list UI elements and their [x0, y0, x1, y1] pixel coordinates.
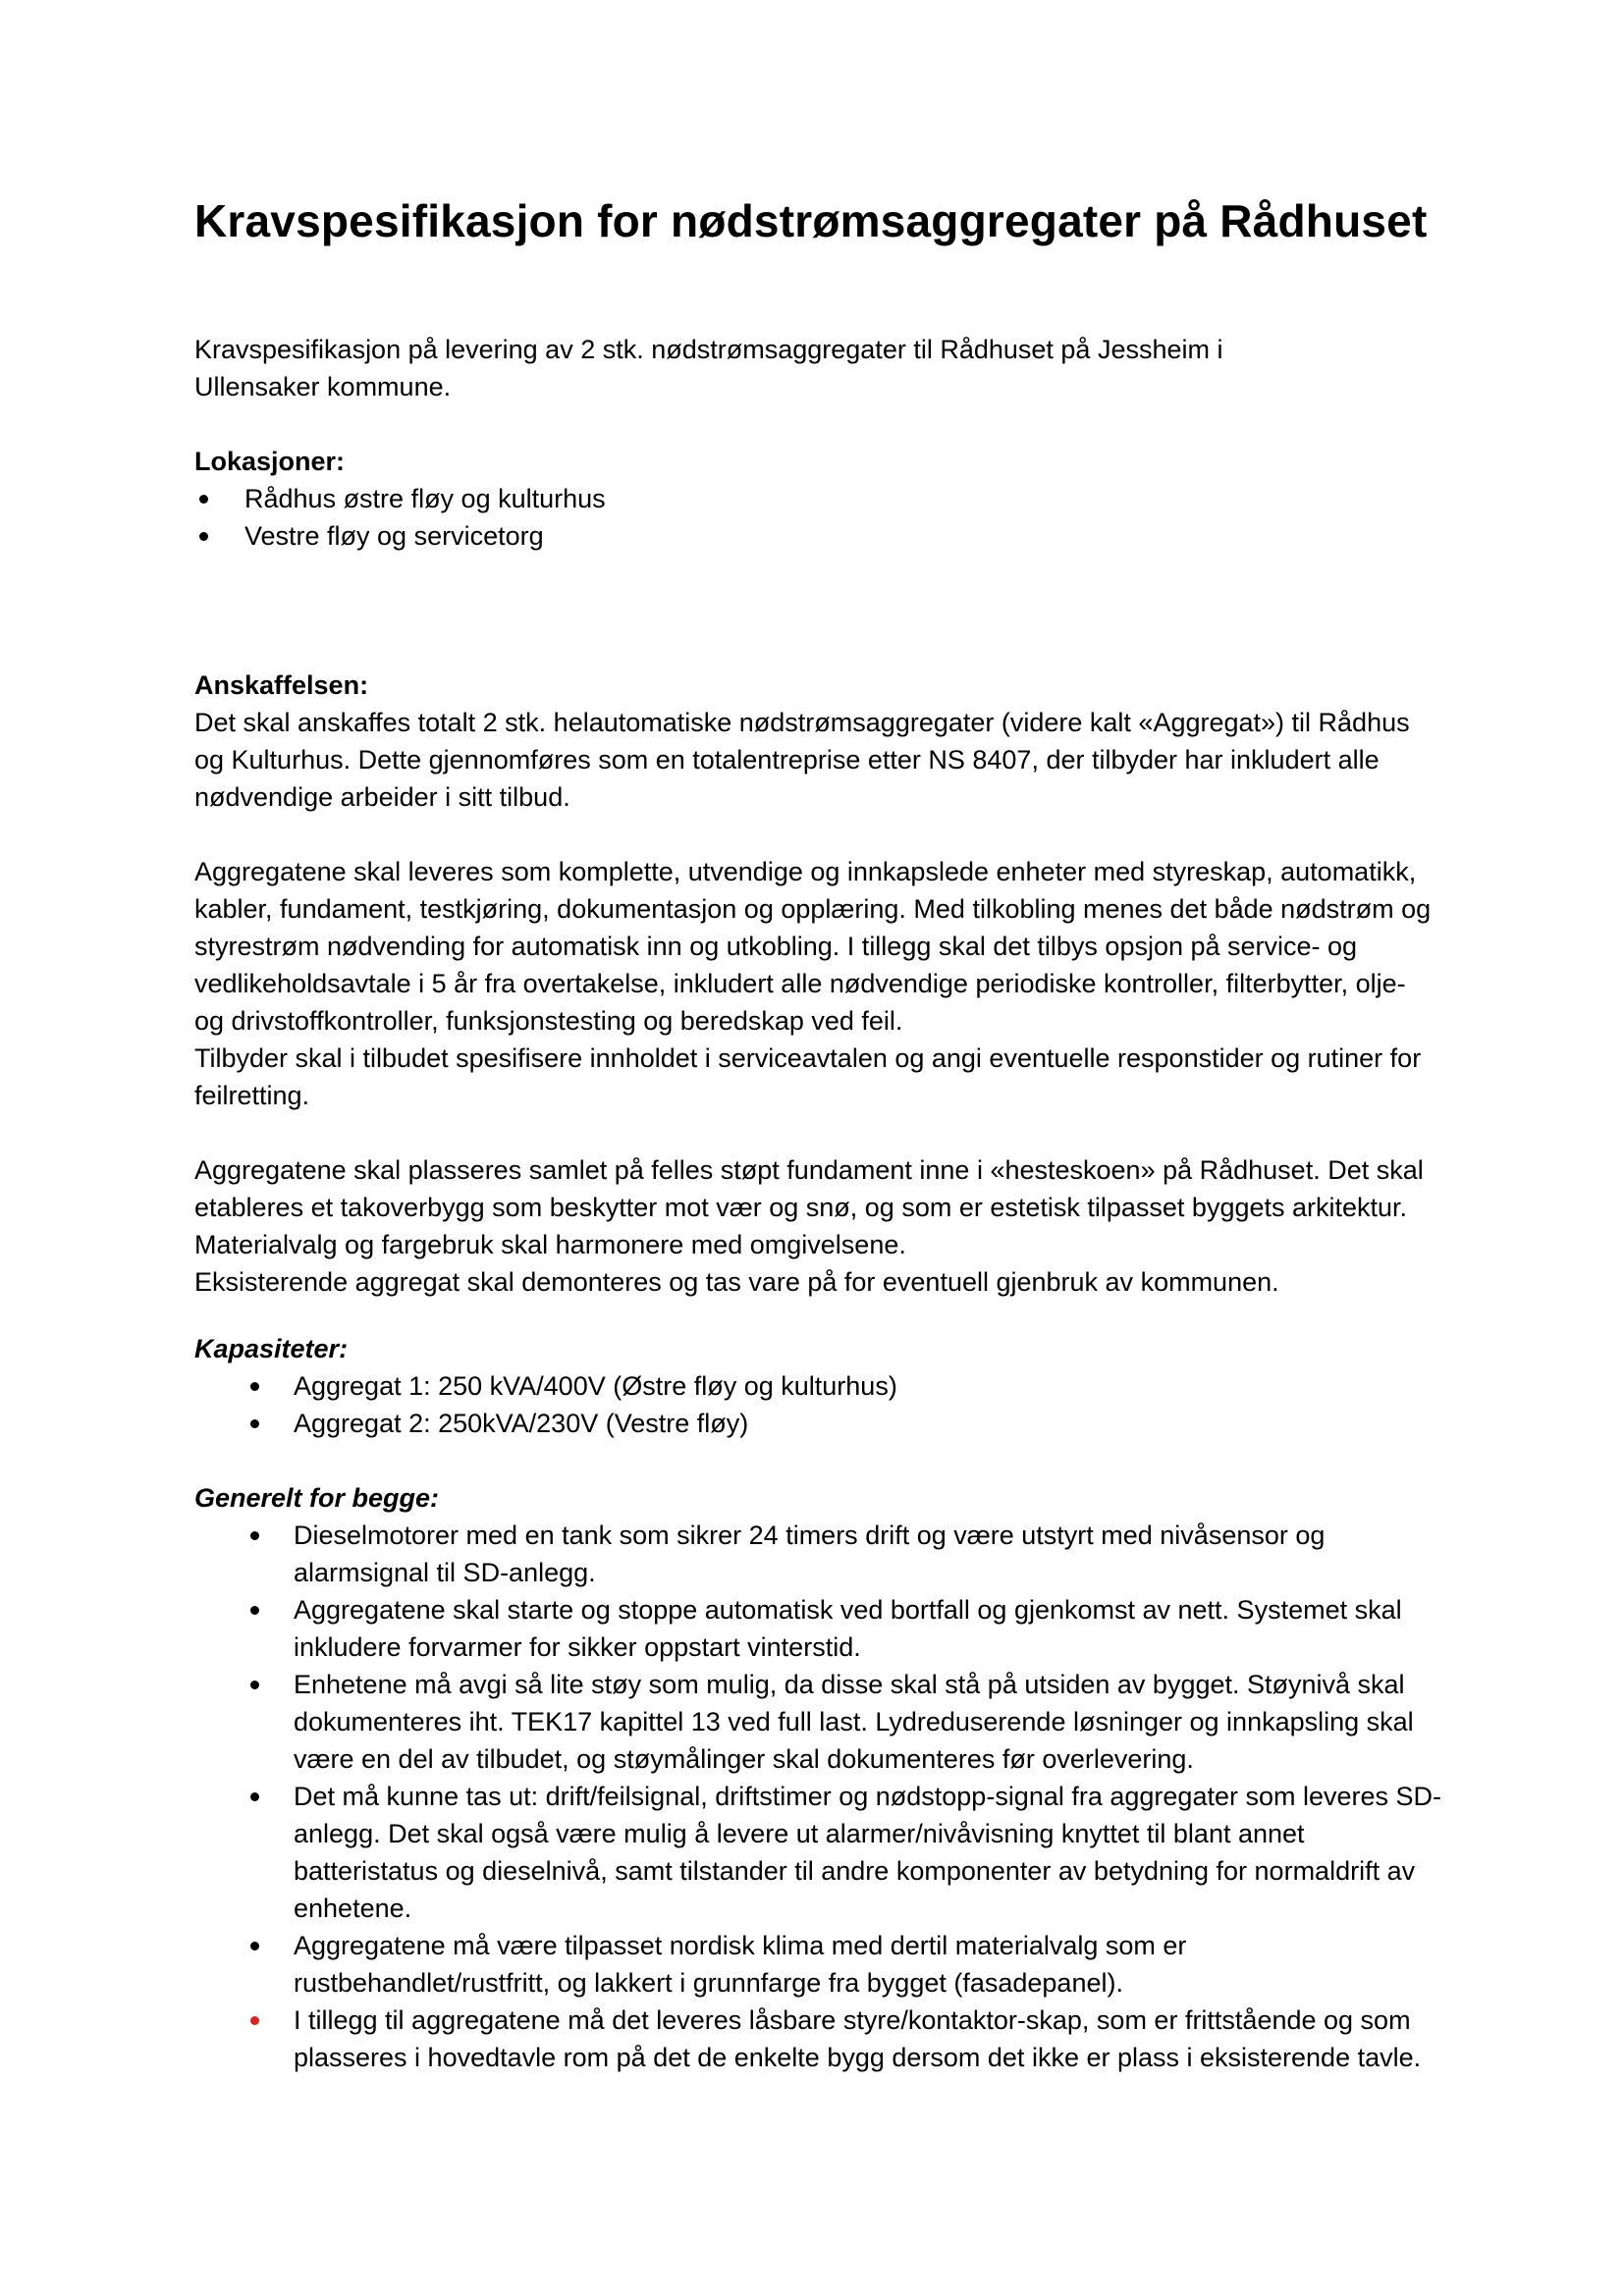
list-item: Aggregat 2: 250kVA/230V (Vestre fløy) [194, 1405, 1441, 1442]
list-item: Vestre fløy og servicetorg [194, 517, 1441, 555]
capacities-section [194, 1330, 1441, 1442]
list-item: Aggregat 1: 250 kVA/400V (Østre fløy og kulturhus) [194, 1367, 1441, 1405]
bullet-icon [250, 1531, 259, 1540]
bullet-icon [199, 532, 208, 541]
bullet-icon [250, 1419, 259, 1428]
bullet-icon [250, 1942, 259, 1950]
list-item: Enhetene må avgi så lite støy som mulig, da disse skal stå på utsiden av bygget. Støynivå skal dokumenteres iht. TEK17 kapittel 13 ved full last. Lydreduserende løsninger og innkapsling skal være en del av tilbudet, og støymålinger skal dokumenteres før overlevering. [194, 1666, 1441, 1778]
general-list [194, 1517, 1441, 2076]
red-bullet-icon [250, 2016, 259, 2025]
bullet-icon [250, 1792, 259, 1801]
document-title: Kravspesifikasjon for nødstrømsaggregater på Rådhuset [194, 195, 1428, 246]
list-item: Aggregatene skal starte og stoppe automatisk ved bortfall og gjenkomst av nett. Systemet skal inkludere forvarmer for sikker oppstart vinterstid. [194, 1591, 1441, 1666]
procurement-paragraph-4: Aggregatene skal plasseres samlet på felles støpt fundament inne i «hesteskoen» på Rådhuset. Det skal etableres et takoverbygg som beskytter mot vær og snø, og som er estetisk tilpasset byggets arkitektur. Materialvalg og fargebruk skal harmonere med omgivelsene. [194, 1155, 1424, 1259]
general-section [194, 1479, 1441, 2076]
locations-list [194, 480, 1441, 555]
procurement-section [194, 667, 1441, 1301]
locations-section [194, 443, 1441, 555]
capacities-list [194, 1367, 1441, 1442]
list-item: Det må kunne tas ut: drift/feilsignal, driftstimer og nødstopp-signal fra aggregater som leveres SD-anlegg. Det skal også være mulig å levere ut alarmer/nivåvisning knyttet til blant annet batteristatus og dieselnivå, samt tilstander til andre komponenter av betydning for normaldrift av enhetene. [194, 1778, 1441, 1927]
list-item: Rådhus østre fløy og kulturhus [194, 480, 1441, 517]
bullet-icon [250, 1606, 259, 1615]
procurement-paragraph-5: Eksisterende aggregat skal demonteres og tas vare på for eventuell gjenbruk av kommunen. [194, 1267, 1279, 1297]
list-item: I tillegg til aggregatene må det leveres låsbare styre/kontaktor-skap, som er frittstående og som plasseres i hovedtavle rom på det de enkelte bygg dersom det ikke er plass i eksisterende tavle. [194, 2002, 1441, 2076]
list-item: Dieselmotorer med en tank som sikrer 24 timers drift og være utstyrt med nivåsensor og alarmsignal til SD-anlegg. [194, 1517, 1441, 1591]
bullet-icon [199, 495, 208, 504]
procurement-paragraph-1: Det skal anskaffes totalt 2 stk. helautomatiske nødstrømsaggregater (videre kalt «Aggregat») til Rådhus og Kulturhus. Dette gjennomføres som en totalentreprise etter NS 8407, der tilbyder har inkludert alle nødvendige arbeider i sitt tilbud. [194, 708, 1410, 812]
general-heading: Generelt for begge: [194, 1483, 440, 1513]
intro-section [194, 331, 1441, 405]
procurement-paragraph-3: Tilbyder skal i tilbudet spesifisere innholdet i serviceavtalen og angi eventuelle responstider og rutiner for feilretting. [194, 1043, 1422, 1110]
procurement-paragraph-2: Aggregatene skal leveres som komplette, utvendige og innkapslede enheter med styreskap, automatikk, kabler, fundament, testkjøring, dokumentasjon og opplæring. Med tilkobling menes det både nødstrøm og styrestrøm nødvending for automatisk inn og utkobling. I tillegg skal det tilbys opsjon på service- og vedlikeholdsavtale i 5 år fra overtakelse, inkludert alle nødvendige periodiske kontroller, filterbytter, olje- og drivstoffkontroller, funksjonstesting og beredskap ved feil. [194, 857, 1432, 1036]
capacities-heading: Kapasiteter: [194, 1334, 349, 1363]
bullet-icon [250, 1681, 259, 1689]
list-item: Aggregatene må være tilpasset nordisk klima med dertil materialvalg som er rustbehandlet/rustfritt, og lakkert i grunnfarge fra bygget (fasadepanel). [194, 1927, 1441, 2002]
procurement-heading: Anskaffelsen: [194, 670, 369, 700]
locations-heading: Lokasjoner: [194, 447, 346, 476]
intro-paragraph: Kravspesifikasjon på levering av 2 stk. nødstrømsaggregater til Rådhuset på Jessheim i Ullensaker kommune. [194, 335, 1223, 401]
bullet-icon [250, 1382, 259, 1391]
